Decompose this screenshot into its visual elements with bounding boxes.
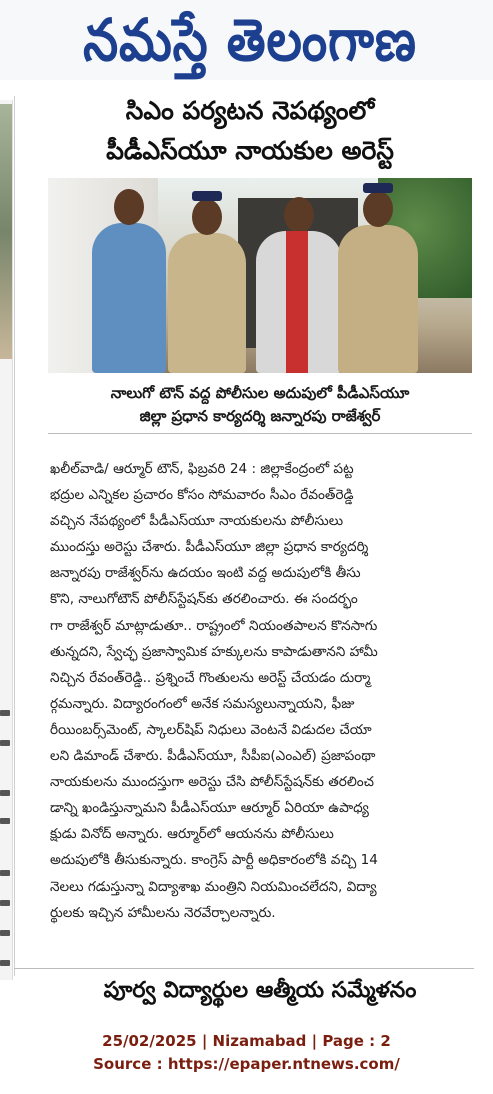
masthead xyxy=(0,0,493,80)
body-line: గా రాజేశ్వర్ మాట్లాడుతూ.. రాష్ట్రంలో నియంతపాలన కొనసాగు xyxy=(50,617,378,634)
body-line: లని డిమాండ్ చేశారు. పీడీఎస్‌యూ, సీపీఐ(ఎంఎల్) ప్రజాపంథా xyxy=(50,748,376,765)
body-line: అదుపులోకి తీసుకున్నారు. కాంగ్రెస్ పార్టీ అధికారంలోకి వచ్చి 14 xyxy=(50,852,378,869)
body-line: ర్థులకు ఇచ్చిన హామీలను నెరవేర్చాలన్నారు. xyxy=(50,904,276,921)
footer-date-edition: 25/02/2025 | Nizamabad | Page : 2 xyxy=(102,1032,391,1050)
footer-source: Source : https://epaper.ntnews.com/ xyxy=(93,1055,400,1073)
next-article-headline: పూర్వ విద్యార్థుల ఆత్మీయ సమ్మేళనం xyxy=(103,978,417,1003)
body-line: నెలలు గడుస్తున్నా విద్యాశాఖ మంత్రిని నియమించలేదని, విద్యా xyxy=(50,878,377,895)
adjacent-column-fragment xyxy=(0,100,13,980)
body-line: ర్గమన్నారు. విద్యారంగంలో అనేక సమస్యలున్నాయని, ఫీజు xyxy=(50,695,355,712)
body-line: కొని, నాలుగోటౌన్ పోలీస్‌స్టేషన్‌కు తరలించారు. ఈ సందర్భం xyxy=(50,591,358,608)
body-line: జన్నారపు రాజేశ్వర్‌ను ఉదయం ఇంటి వద్ద అదుపులోకి తీసు xyxy=(50,565,361,582)
adjacent-photo-fragment xyxy=(0,104,12,359)
newspaper-title: నమస్తే తెలంగాణ xyxy=(83,6,417,74)
body-line: నిచ్చిన రేవంత్‌రెడ్డి.. ప్రశ్నించే గొంతులను అరెస్ట్ చేయడం దుర్మా xyxy=(50,669,371,686)
body-line: తున్నదని, స్వేచ్ఛ ప్రజాస్వామిక హక్కులను కాపాడుతానని హామీ xyxy=(50,643,378,660)
photo-caption-line-2: జిల్లా ప్రధాన కార్యదర్శి జన్నారపు రాజేశ్వర్ xyxy=(139,407,381,425)
photo-caption-line-1: నాలుగో టౌన్ వద్ద పోలీసుల అదుపులో పీడీఎస్‌యూ xyxy=(110,384,410,402)
body-line: ఖలీల్‌వాడి/ ఆర్మూర్ టౌన్, ఫిబ్రవరి 24 : జిల్లాకేంద్రంలో పట్ట xyxy=(50,461,354,477)
police-figure xyxy=(338,225,418,373)
person-figure xyxy=(92,223,166,373)
body-line: డాన్ని ఖండిస్తున్నామని పీడీఎస్‌యూ ఆర్మూర్ ఏరియా ఉపాధ్య xyxy=(50,800,369,817)
person-figure xyxy=(256,231,342,373)
body-line: భద్రుల ఎన్నికల ప్రచారం కోసం సోమవారం సీఎం రేవంత్‌రెడ్డి xyxy=(50,487,354,504)
news-photo xyxy=(48,178,472,373)
caption-divider xyxy=(48,433,472,434)
headline-line-2: పీడీఎస్‌యూ నాయకుల అరెస్ట్ xyxy=(106,136,394,165)
article-body xyxy=(50,456,474,926)
column-divider xyxy=(14,96,15,976)
headline-line-1: సిఎం పర్యటన నెపథ్యంలో xyxy=(125,96,375,125)
body-line: వచ్చిన నేపథ్యంలో పీడీఎస్‌యూ నాయకులను పోలీసులు xyxy=(50,513,344,530)
body-line: ముందస్తు అరెస్టు చేశారు. పీడీఎస్‌యూ జిల్లా ప్రధాన కార్యదర్శి xyxy=(50,539,369,556)
article-divider xyxy=(14,968,474,969)
police-figure xyxy=(168,233,246,373)
body-line: నాయకులను ముందస్తుగా అరెస్టు చేసి పోలీస్‌స్టేషన్‌కు తరలించ xyxy=(50,774,374,791)
body-line: క్షుడు వినోద్ అన్నారు. ఆర్మూర్‌లో ఆయనను పోలీసులు xyxy=(50,826,334,843)
body-line: రీయింబర్స్‌మెంట్, స్కాలర్‌షిప్ నిధులు వెంటనే విడుదల చేయా xyxy=(50,721,372,738)
